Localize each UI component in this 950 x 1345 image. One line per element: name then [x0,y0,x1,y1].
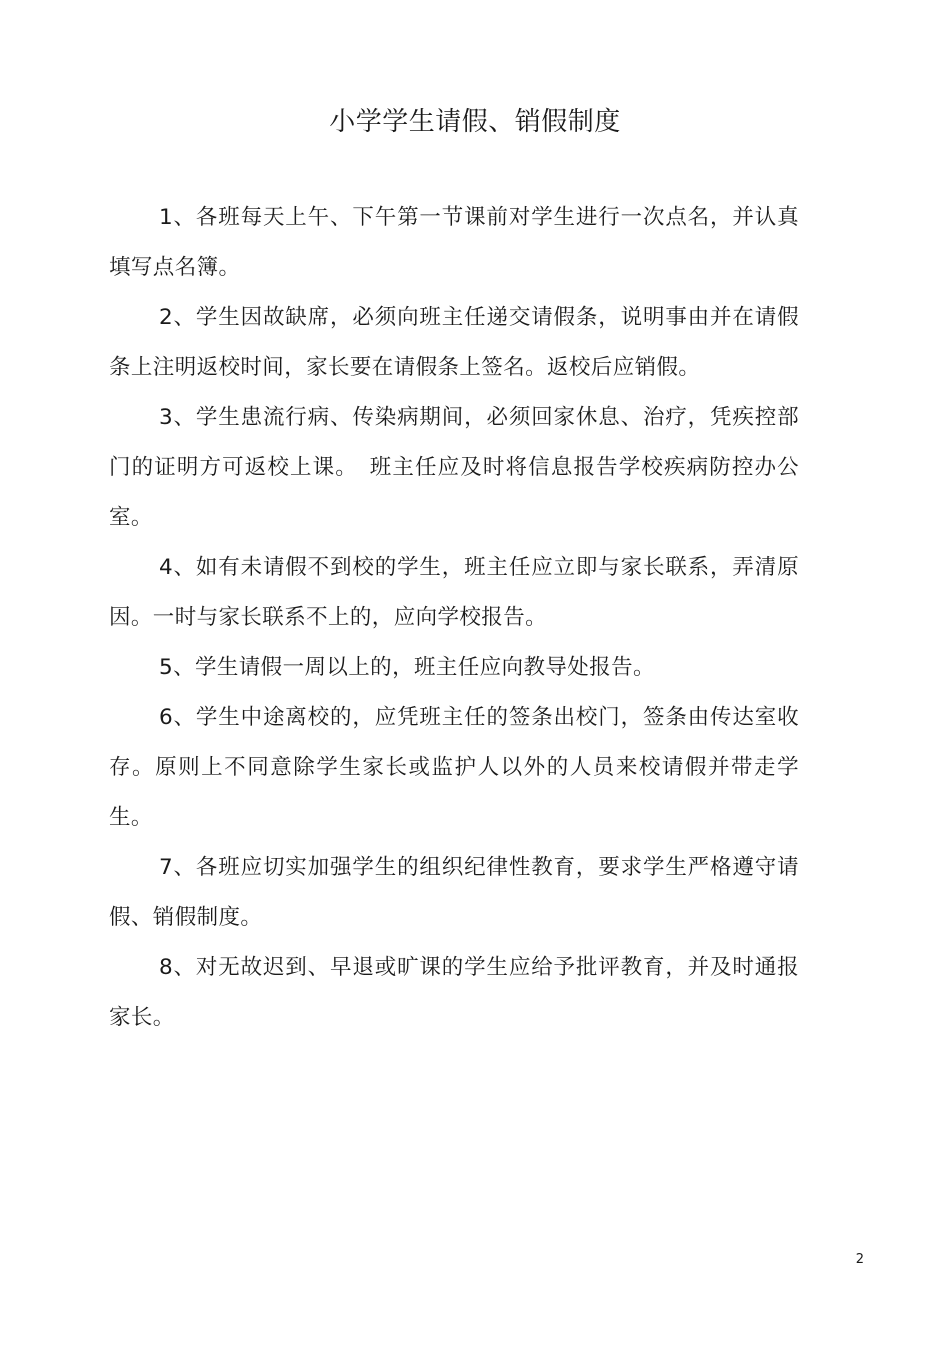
page-number: 2 [855,1252,864,1267]
rule-paragraph-7: 7、各班应切实加强学生的组织纪律性教育，要求学生严格遵守请假、销假制度。 [109,855,799,930]
rule-paragraph-8: 8、对无故迟到、早退或旷课的学生应给予批评教育，并及时通报家长。 [109,955,799,1030]
document-body [109,193,799,1043]
document-title: 小学学生请假、销假制度 [329,107,621,137]
rule-paragraph-6: 6、学生中途离校的，应凭班主任的签条出校门，签条由传达室收存。原则上不同意除学生家长或监护人以外的人员来校请假并带走学生。 [109,705,799,830]
rule-paragraph-2: 2、学生因故缺席，必须向班主任递交请假条，说明事由并在请假条上注明返校时间，家长要在请假条上签名。返校后应销假。 [109,305,799,380]
rule-paragraph-5: 5、学生请假一周以上的，班主任应向教导处报告。 [159,655,655,680]
rule-paragraph-1: 1、各班每天上午、下午第一节课前对学生进行一次点名，并认真填写点名簿。 [109,205,799,280]
rule-paragraph-4: 4、如有未请假不到校的学生，班主任应立即与家长联系，弄清原因。一时与家长联系不上的，应向学校报告。 [109,555,799,630]
rule-paragraph-3: 3、学生患流行病、传染病期间，必须回家休息、治疗，凭疾控部门的证明方可返校上课。 班主任应及时将信息报告学校疾病防控办公室。 [109,405,799,530]
